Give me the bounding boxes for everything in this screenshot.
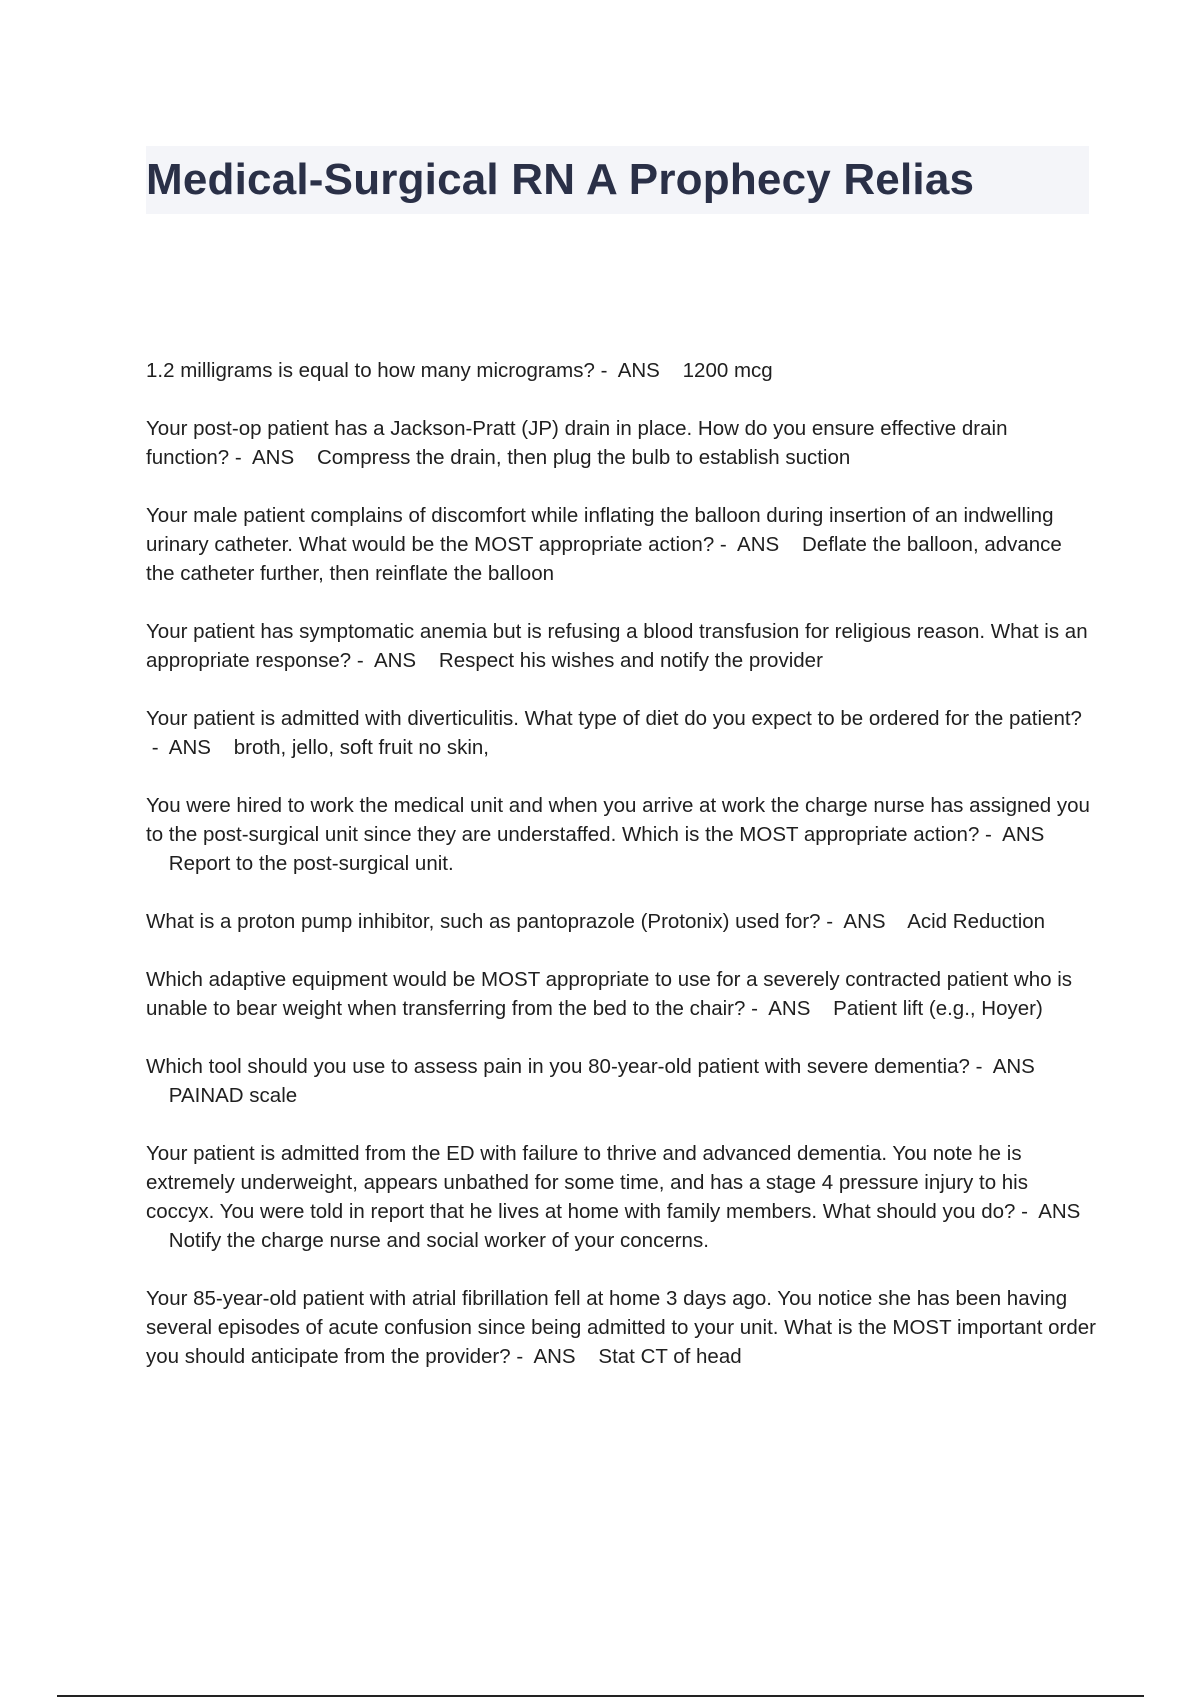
question-text: You were hired to work the medical unit and when you arrive at work the charge nurse has assigned you to the post-surgical unit since they are understaffed. Which is the MOST appropriate action? (146, 794, 1090, 846)
qa-item: Your patient has symptomatic anemia but is refusing a blood transfusion for religious reason. What is an appropriate response? - ANS Respect his wishes and notify the provider (146, 620, 1088, 672)
answer-marker: ANS (992, 1055, 1035, 1078)
qa-item: Your patient is admitted with diverticulitis. What type of diet do you expect to be ordered for the patient? - ANS broth, jello, soft fruit no skin, (146, 707, 1082, 759)
question-text: Your patient is admitted with diverticulitis. What type of diet do you expect to be ordered for the patient? (146, 707, 1082, 730)
answer-marker: ANS (768, 997, 811, 1020)
qa-item: Your post-op patient has a Jackson-Pratt (JP) drain in place. How do you ensure effective drain function? - ANS Compress the drain, then plug the bulb to establish suction (146, 417, 1008, 469)
question-text: Your post-op patient has a Jackson-Pratt (JP) drain in place. How do you ensure effective drain function? (146, 417, 1008, 469)
page-title: Medical-Surgical RN A Prophecy Relias (146, 155, 975, 204)
question-text: 1.2 milligrams is equal to how many micrograms? (146, 359, 595, 382)
question-text: Which tool should you use to assess pain in you 80-year-old patient with severe dementia? (146, 1055, 970, 1078)
qa-item: Your patient is admitted from the ED with failure to thrive and advanced dementia. You note he is extremely underweight, appears unbathed for some time, and has a stage 4 pressure injury to his coccyx. You were told in report that he lives at home with family members. What should you do? - ANS Notify the charge nurse and social worker of your concerns. (146, 1142, 1081, 1252)
answer-text: Notify the charge nurse and social worker of your concerns. (168, 1229, 709, 1252)
answer-marker: ANS (168, 736, 211, 759)
answer-text: Deflate the balloon, advance the catheter further, then reinflate the balloon (146, 533, 1062, 585)
qa-item: Your 85-year-old patient with atrial fibrillation fell at home 3 days ago. You notice she has been having several episodes of acute confusion since being admitted to your unit. What is the MOST important order you should anticipate from the provider? - ANS Stat CT of head (146, 1287, 1096, 1368)
answer-marker: ANS (1038, 1200, 1081, 1223)
answer-text: Stat CT of head (598, 1345, 742, 1368)
qa-item: You were hired to work the medical unit and when you arrive at work the charge nurse has assigned you to the post-surgical unit since they are understaffed. Which is the MOST appropriate action? - ANS Report to the post-surgical unit. (146, 794, 1090, 875)
answer-text: Compress the drain, then plug the bulb to establish suction (316, 446, 851, 469)
answer-marker: ANS (533, 1345, 576, 1368)
answer-text: Respect his wishes and notify the provider (438, 649, 823, 672)
qa-item: 1.2 milligrams is equal to how many micrograms? - ANS 1200 mcg (146, 359, 773, 382)
answer-text: 1200 mcg (682, 359, 773, 382)
answer-marker: ANS (252, 446, 295, 469)
footer-divider (57, 1695, 1144, 1697)
answer-marker: ANS (1002, 823, 1045, 846)
question-text: Your male patient complains of discomfort while inflating the balloon during insertion of an indwelling urinary catheter. What would be the MOST appropriate action? (146, 504, 1054, 556)
answer-marker: ANS (843, 910, 886, 933)
answer-text: Acid Reduction (907, 910, 1046, 933)
title-banner (146, 146, 1089, 214)
answer-marker: ANS (617, 359, 660, 382)
question-text: Which adaptive equipment would be MOST appropriate to use for a severely contracted patient who is unable to bear weight when transferring from the bed to the chair? (146, 968, 1073, 1020)
qa-item: Which tool should you use to assess pain in you 80-year-old patient with severe dementia? - ANS PAINAD scale (146, 1055, 1035, 1107)
question-text: What is a proton pump inhibitor, such as pantoprazole (Protonix) used for? (146, 910, 821, 933)
answer-text: Report to the post-surgical unit. (168, 852, 454, 875)
answer-text: broth, jello, soft fruit no skin, (233, 736, 489, 759)
answer-text: Patient lift (e.g., Hoyer) (833, 997, 1043, 1020)
qa-item: Your male patient complains of discomfort while inflating the balloon during insertion of an indwelling urinary catheter. What would be the MOST appropriate action? - ANS Deflate the balloon, advance the catheter further, then reinflate the balloon (146, 504, 1062, 585)
qa-list (146, 356, 1096, 1400)
answer-marker: ANS (737, 533, 780, 556)
answer-marker: ANS (373, 649, 417, 672)
qa-item: What is a proton pump inhibitor, such as pantoprazole (Protonix) used for? - ANS Acid Reduction (146, 910, 1046, 933)
qa-item: Which adaptive equipment would be MOST appropriate to use for a severely contracted patient who is unable to bear weight when transferring from the bed to the chair? - ANS Patient lift (e.g., Hoyer) (146, 968, 1073, 1020)
answer-text: PAINAD scale (168, 1084, 298, 1107)
question-text: Your 85-year-old patient with atrial fibrillation fell at home 3 days ago. You notice she has been having several episodes of acute confusion since being admitted to your unit. What is the MOST important order you should anticipate from the provider? (146, 1287, 1096, 1368)
question-text: Your patient is admitted from the ED with failure to thrive and advanced dementia. You note he is extremely underweight, appears unbathed for some time, and has a stage 4 pressure injury to his coccyx. You were told in report that he lives at home with family members. What should you do? (146, 1142, 1028, 1223)
question-text: Your patient has symptomatic anemia but is refusing a blood transfusion for religious reason. What is an appropriate response? (146, 620, 1088, 672)
